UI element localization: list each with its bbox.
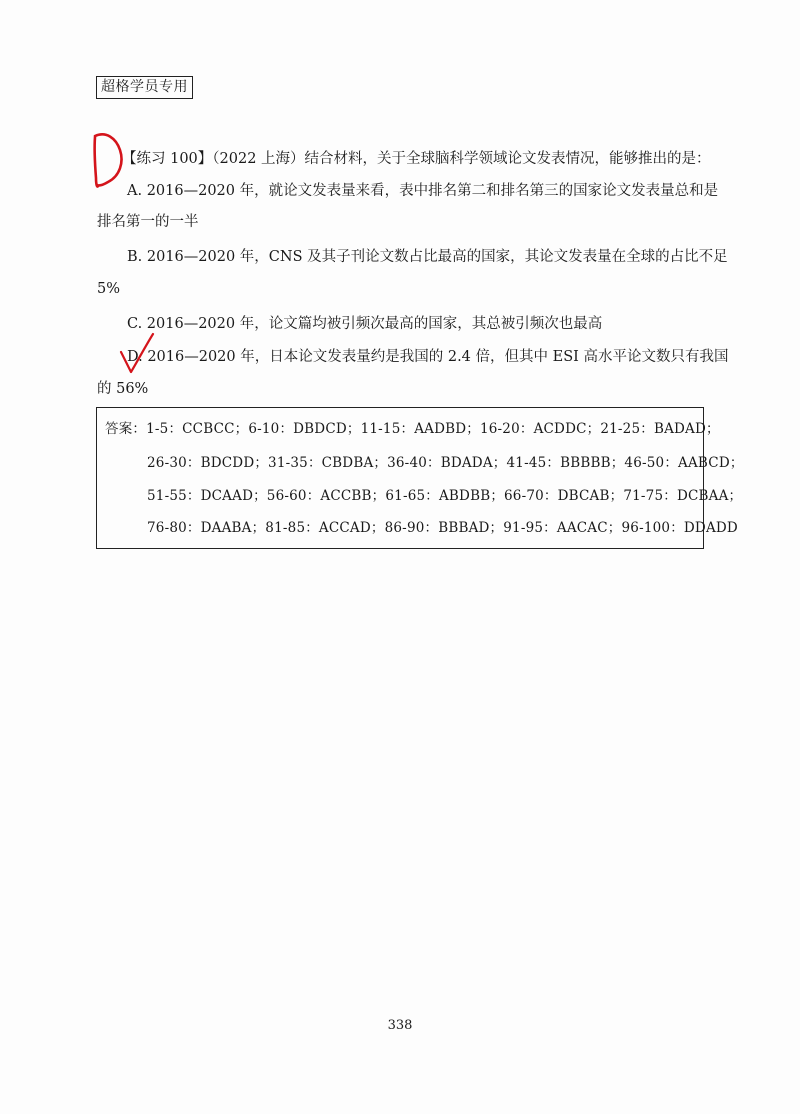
answer-key-row-1: 答案：1-5：CCBCC；6-10：DBDCD；11-15：AADBD；16-20：ACDDC；21-25：BADAD；: [105, 421, 720, 437]
answer-key-row-2: 26-30：BDCDD；31-35：CBDBA；36-40：BDADA；41-45：BBBBB；46-50：AABCD；: [147, 455, 744, 471]
question-title: 【练习 100】（2022 上海）结合材料，关于全球脑科学领域论文发表情况，能够推出的是：: [122, 151, 711, 167]
option-a-line2: 排名第一的一半: [97, 214, 199, 230]
option-a-line1: A. 2016—2020 年，就论文发表量来看，表中排名第二和排名第三的国家论文发表量总和是: [127, 183, 719, 199]
option-c-line1: C. 2016—2020 年，论文篇均被引频次最高的国家，其总被引频次也最高: [127, 316, 603, 332]
option-d-line1: D. 2016—2020 年，日本论文发表量约是我国的 2.4 倍，但其中 ESI 高水平论文数只有我国: [127, 349, 729, 365]
page-number: 338: [387, 1018, 413, 1033]
answer-key-box: [96, 407, 744, 549]
header-tag: 超格学员专用: [96, 76, 193, 99]
answer-key-row-3: 51-55：DCAAD；56-60：ACCBB；61-65：ABDBB；66-70：DBCAB；71-75：DCBAA；: [147, 488, 743, 504]
option-b-line1: B. 2016—2020 年，CNS 及其子刊论文数占比最高的国家，其论文发表量在全球的占比不足: [127, 249, 728, 265]
option-d-line2: 的 56%: [97, 381, 149, 397]
answer-key-row-4: 76-80：DAABA；81-85：ACCAD；86-90：BBBAD；91-95：AACAC；96-100：DDADD: [147, 520, 738, 536]
handwritten-d-mark: [95, 134, 122, 186]
option-b-line2: 5%: [97, 281, 121, 297]
